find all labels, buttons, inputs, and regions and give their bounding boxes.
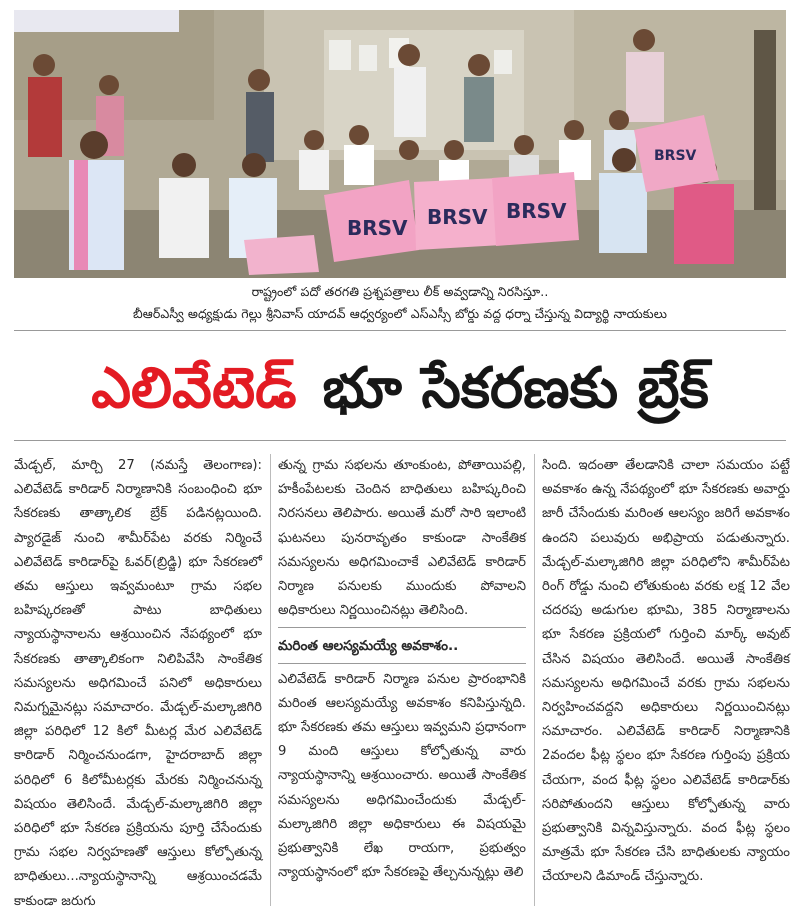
headline-black: భూ సేకరణకు బ్రేక్ [322, 356, 709, 421]
article-subheading: మరింత ఆలస్యమయ్యే అవకాశం.. [278, 627, 526, 663]
placard-label: BRSV [654, 148, 697, 164]
placard-label: BRSV [347, 216, 408, 240]
headline [14, 352, 786, 426]
caption-rule [14, 330, 786, 331]
article-paragraph: ఎలివేటెడ్ కారిడార్ నిర్మాణ పనుల ప్రారంభానికి మరింత ఆలస్యమయ్యే అవకాశం కనిపిస్తున్నది. భూ సేకరణకు తమ ఆస్తులు ఇవ్వమని ప్రధానంగా 9 మంది ఆస్తులు కోల్పోతున్న వారు న్యాయస్థానాన్ని ఆశ్రయించారు. అయితే సాంకేతిక సమస్యలను అధిగమించేందుకు మేడ్చల్-మల్కాజిగిరి జిల్లా అధికారులు ఈ విషయమై ప్రభుత్వానికి లేఖ రాయగా, ప్రభుత్వం న్యాయస్థానంలో భూ సేకరణపై తేల్చనున్నట్లు తెలి [278, 671, 526, 881]
headline-rule [14, 440, 786, 441]
article-column-1 [14, 454, 262, 914]
top-banner [14, 10, 179, 32]
photo-caption-line1: రాష్ట్రంలో పదో తరగతి ప్రశ్నపత్రాలు లీక్ అవ్వడాన్ని నిరసిస్తూ.. [251, 284, 549, 299]
photo-caption-line2: బీఆర్ఎస్వీ అధ్యక్షుడు గెల్లు శ్రీనివాస్ యాదవ్ ఆధ్వర్యంలో ఎస్ఎస్సీ బోర్డు వద్ద ధర్నా చేస్తున్న విద్యార్థి నాయకులు [133, 306, 667, 321]
column-divider [534, 454, 535, 906]
placard-label: BRSV [506, 199, 567, 223]
article-paragraph: తున్న గ్రామ సభలను తూంకుంట, పోతాయిపల్లి, హకీంపేటలకు చెందిన బాధితులు బహిష్కరించి నిరసనలు తెలిపారు. అయితే మరో సారి ఇలాంటి ఘటనలు పునరావృతం కాకుండా సాంకేతిక సమస్యలను అధిగమించాకే ఎలివేటెడ్ కారిడార్ నిర్మాణ పనులకు ముందుకు పోవాలని అధికారులు నిర్ణయించినట్లు తెలిసింది. [278, 458, 526, 619]
column-divider [270, 454, 271, 906]
article-column-3 [542, 454, 790, 890]
protest-photo [14, 10, 786, 278]
placard-label: BRSV [427, 205, 488, 229]
article-paragraph: సింది. ఇదంతా తేలడానికి చాలా సమయం పట్టే అవకాశం ఉన్న నేపథ్యంలో భూ సేకరణకు అవార్డు జారీ చేసేందుకు మరింత ఆలస్యం జరిగే అవకాశం ఉందని పలువురు అభిప్రాయ పడుతున్నారు. మేడ్చల్-మల్కాజిగిరి జిల్లా పరిధిలోని శామీర్‌పేట రింగ్ రోడ్డు నుంచి లోతుకుంట వరకు లక్ష 12 వేల చదరపు అడుగుల భూమి, 385 నిర్మాణాలను భూ సేకరణ ప్రక్రియలో గుర్తించి మార్క్ అవుట్ చేసిన విషయం తెలిసిందే. అయితే సాంకేతిక సమస్యలను అధిగమించే వరకు గ్రామ సభలను నిర్వహించవద్దని అధికారులు నిర్ణయించినట్లు సమాచారం. ఎలివేటెడ్ కారిడార్ నిర్మాణానికి 2వందల ఫీట్ల స్థలం భూ సేకరణ గుర్తింపు ప్రక్రియ చేయగా, వంద ఫీట్ల స్థలం ఎలివేటెడ్ కారిడార్‌కు సరిపోతుందని ఆస్తులు కోల్పోతున్న వారు ప్రభుత్వానికి విన్నవిస్తున్నారు. వంద ఫీట్ల స్థలం మాత్రమే భూ సేకరణ చేసి బాధితులకు న్యాయం చేయాలని డిమాండ్ చేస్తున్నారు. [542, 458, 790, 885]
article-column-2 [278, 454, 526, 885]
protest-photo-illustration [14, 10, 786, 278]
article-paragraph: మేడ్చల్, మార్చి 27 (నమస్తే తెలంగాణ): ఎలివేటెడ్ కారిడార్ నిర్మాణానికి సంబంధించి భూ సేకరణకు తాత్కాలిక బ్రేక్ పడినట్లయింది. ప్యారడైజ్ నుంచి శామీర్‌పేట వరకు నిర్మించే ఎలివేటెడ్ కారిడార్‌పై ఓవర్(బ్రిడ్జి) భూ సేకరణలో తమ ఆస్తులు ఇవ్వమంటూ గ్రామ సభల బహిష్కరణతో పాటు బాధితులు న్యాయస్థానాలను ఆశ్రయించిన నేపథ్యంలో భూ సేకరణకు తాత్కాలికంగా నిలిపివేసి సాంకేతిక సమస్యలను అధిగమించే పనిలో అధికారులు నిమగ్నమైనట్లు సమాచారం. మేడ్చల్-మల్కాజిగిరి జిల్లా పరిధిలో 12 కిలో మీటర్ల మేర ఎలివేటెడ్ కారిడార్ నిర్మించనుండగా, హైదరాబాద్ జిల్లా పరిధిలో 6 కిలోమీటర్లకు మేరకు నిర్మించనున్న విషయం తెలిసిందే. మేడ్చల్-మల్కాజిగిరి జిల్లా పరిధిలో భూ సేకరణ ప్రక్రియను పూర్తి చేసేందుకు గ్రామ సభల నిర్వహణతో ఆస్తులు కోల్పోతున్న బాధితులు...న్యాయస్థానాన్ని ఆశ్రయించడమే కాకుండా జరుగు [14, 458, 262, 909]
headline-red: ఎలివేటెడ్ [91, 356, 297, 421]
